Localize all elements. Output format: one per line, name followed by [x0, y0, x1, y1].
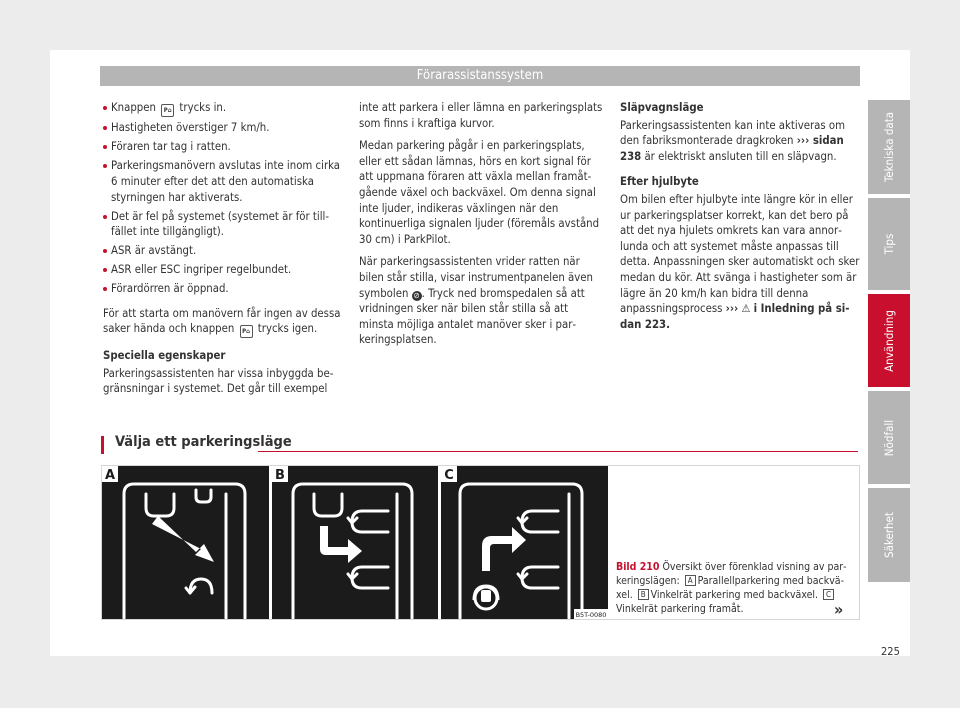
panel-label-b: B [275, 468, 285, 483]
continue-mark: » [834, 600, 844, 619]
page-number: 225 [881, 645, 900, 658]
side-tab-anvandning[interactable]: Användning [868, 294, 910, 387]
text-column-2 [359, 100, 603, 355]
bullet-dot [103, 215, 107, 219]
bullet-item: Förardörren är öppnad. [103, 281, 343, 297]
text-column-3 [620, 100, 860, 339]
paragraph: För att starta om manövern får ingen av dessa saker hända och knappen P⌂ trycks igen. [103, 306, 343, 339]
steering-warning-icon: ⊘ [413, 290, 420, 300]
page-reference-link[interactable]: i Inledning på sidan 223 [620, 302, 850, 331]
bullet-item: Föraren tar tag i ratten. [103, 139, 343, 155]
text-column-1 [103, 100, 343, 404]
bullet-item: Det är fel på systemet (systemet är för tillfället inte tillgängligt). [103, 209, 343, 240]
paragraph: Medan parkering pågår i en parkeringsplats, eller ett sådan lämnas, hörs en kort signal för att uppmana föraren att växla mellan framåtgående växel och backväxel. Om denna signal inte ljuder, indikeras växlingen när den kontinuerliga signalen ljuder (föremåls avstånd 30 cm) i ParkPilot. [359, 139, 600, 246]
bullet-item: ASR eller ESC ingriper regelbundet. [103, 262, 343, 278]
page-reference-link[interactable]: ››› sidan 238 [620, 134, 844, 163]
side-tab-tips[interactable]: Tips [868, 198, 910, 290]
paragraph: inte att parkera i eller lämna en parkeringsplats som finns i kraftiga kurvor. [359, 101, 603, 130]
panel-label-a: A [104, 468, 116, 483]
park-assist-button-icon: P⌂ [161, 104, 174, 117]
figure-caption: Bild 210 Översikt över förenklad visning av parkeringslägen: A Parallellparkering med backväxel. B Vinkelrät parkering med backväxel. CVinkelrät parkering framåt. [616, 561, 847, 615]
section-title: Välja ett parkeringsläge [115, 434, 292, 450]
section-rule [258, 451, 858, 452]
warning-triangle-icon: ⚠ [741, 302, 751, 316]
page-header: Förarassistanssystem [100, 66, 860, 86]
bullet-dot [103, 126, 107, 130]
subheading: Efter hjulbyte [620, 175, 699, 189]
side-tab-sakerhet[interactable]: Säkerhet [868, 488, 910, 582]
subheading: Speciella egenskaper [103, 349, 226, 363]
reference-arrows[interactable]: ››› [725, 302, 739, 316]
bullet-dot [103, 164, 107, 168]
parking-modes-illustration [102, 466, 608, 619]
panel-ref-b: B [638, 589, 649, 600]
panel-label-c: C [444, 468, 454, 483]
subheading: Släpvagnsläge [620, 101, 704, 114]
paragraph: Parkeringsassistenten har vissa inbyggda begränsningar i systemet. Det går till exempel [103, 366, 334, 396]
paragraph: Om bilen efter hjulbyte inte längre kör in eller ur parkeringsplatser korrekt, kan det bero på att det nya hjulets omkrets kan vara annorlunda och att systemet måste anpassas till detta. Anpassningen sker automatiskt och sker medan du kör. Att svänga i hastigheter som är lägre än 20 km/h kan bidra till denna anpassningsprocess ››› ⚠ i Inledning på sidan 223. [620, 192, 860, 331]
side-tab-nodfall[interactable]: Nödfall [868, 391, 910, 484]
bullet-item: Parkeringsmanövern avslutas inte inom cirka 6 minuter efter det att den automatiska styrningen har aktiverats. [103, 158, 343, 205]
bullet-dot [103, 249, 107, 253]
bullet-dot [103, 106, 107, 110]
bullet-dot [103, 268, 107, 272]
section-marker [101, 436, 104, 454]
paragraph: Parkeringsassistenten kan inte aktiveras om den fabriksmonterade dragkroken ››› sidan 238 är elektriskt ansluten till en släpvagn. [620, 118, 846, 163]
bullet-dot [103, 145, 107, 149]
side-tab-tekniska-data[interactable]: Tekniska data [868, 100, 910, 194]
figure-label: Bild 210 [616, 561, 660, 573]
paragraph: När parkeringsassistenten vrider ratten när bilen står stilla, visar instrumentpanelen även symbolen ⊘ . Tryck ned bromspedalen så att vridningen sker när bilen står stilla så att minsta möjliga antalet manöver sker i parkeringsplatsen. [359, 255, 593, 347]
bullet-item: Knappen P⌂ trycks in. [103, 100, 343, 117]
panel-ref-c: C [823, 589, 834, 600]
park-assist-button-icon: P⌂ [240, 325, 253, 338]
bullet-item: ASR är avstängt. [103, 243, 343, 259]
bullet-item: Hastigheten överstiger 7 km/h. [103, 120, 343, 136]
bullet-dot [103, 287, 107, 291]
figure-code: B5T-0080 [575, 611, 607, 619]
panel-ref-a: A [685, 575, 696, 586]
